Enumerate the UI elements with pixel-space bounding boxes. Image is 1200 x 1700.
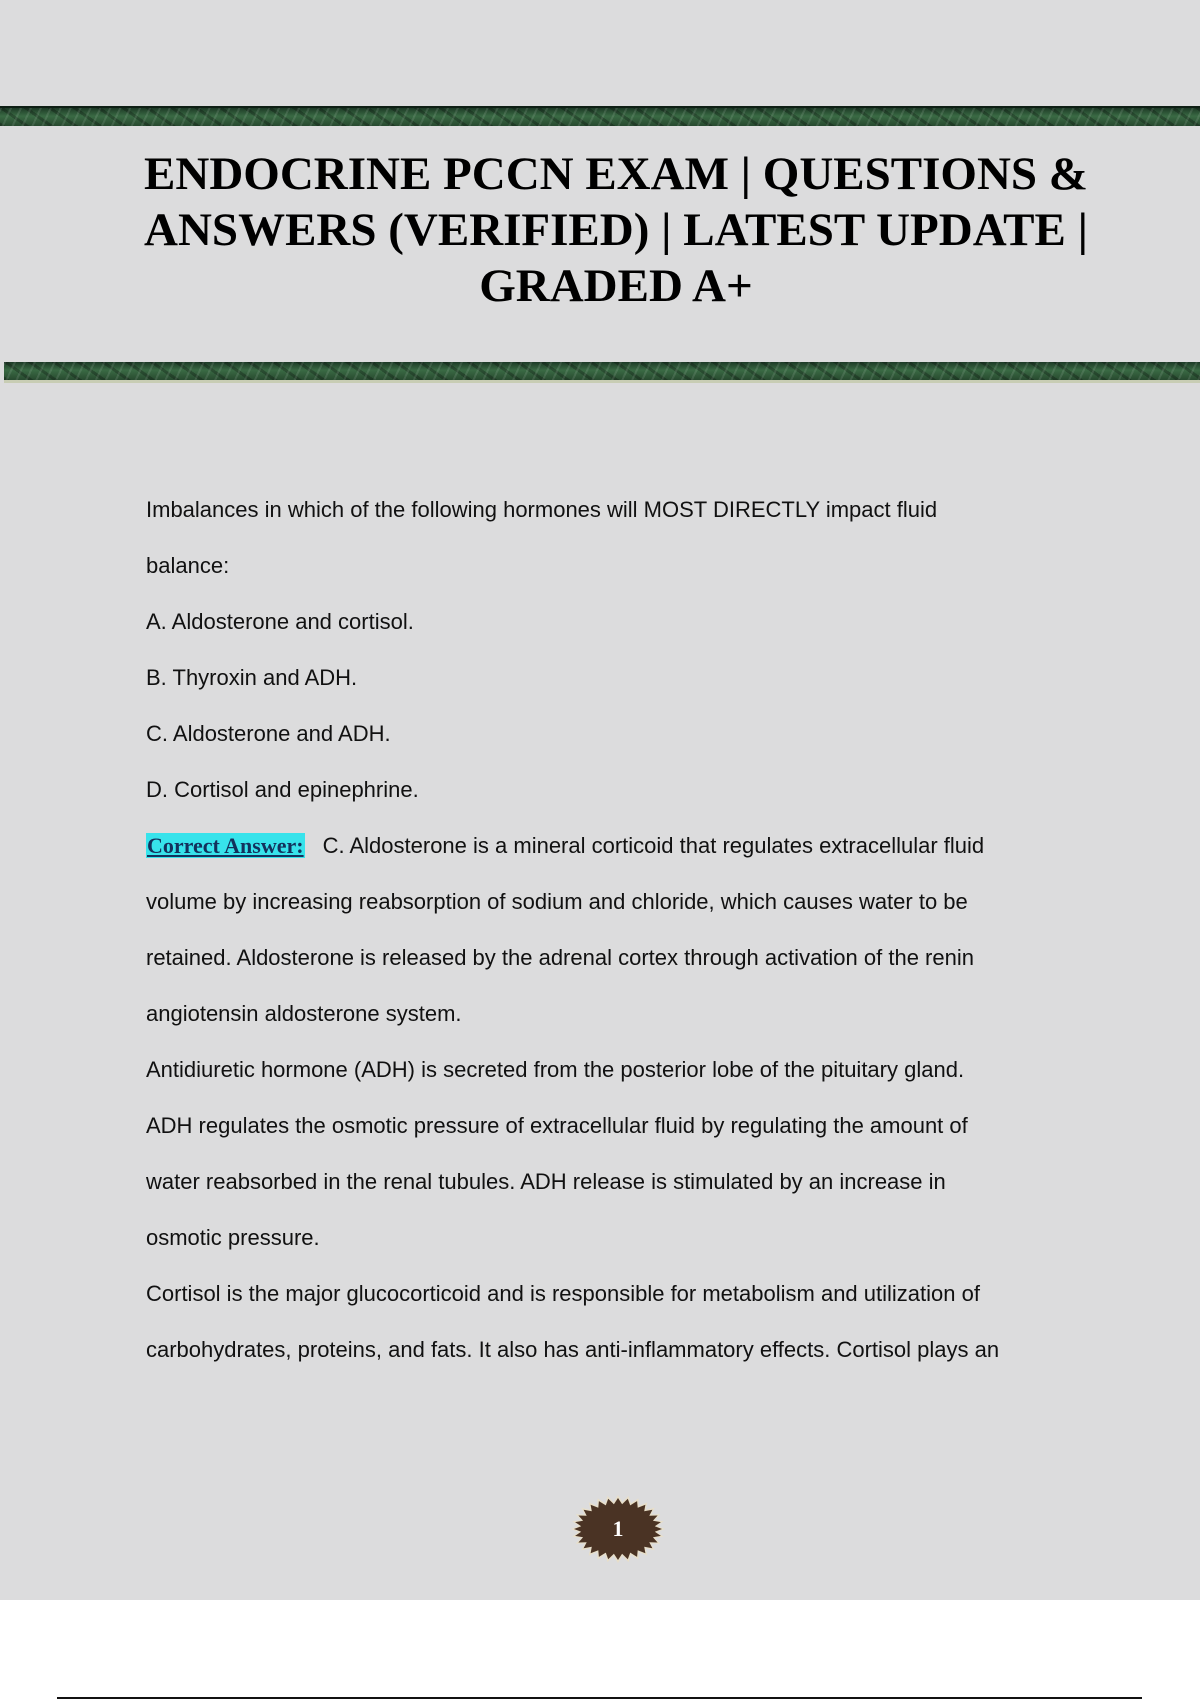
option-b: B. Thyroxin and ADH. [146, 665, 358, 690]
answer-line: Antidiuretic hormone (ADH) is secreted from the posterior lobe of the pituitary gland. [146, 1057, 965, 1082]
answer-line: osmotic pressure. [146, 1225, 320, 1250]
correct-answer-label: Correct Answer: [147, 833, 304, 858]
answer-line: volume by increasing reabsorption of sodium and chloride, which causes water to be [146, 889, 968, 914]
question-stem-line: balance: [146, 553, 230, 578]
answer-line: angiotensin aldosterone system. [146, 1001, 462, 1026]
page-number-badge [570, 1494, 666, 1564]
answer-first-line [146, 818, 1106, 874]
top-decorative-border [0, 106, 1200, 126]
answer-line: ADH regulates the osmotic pressure of extracellular fluid by regulating the amount of [146, 1113, 968, 1138]
document-title: ENDOCRINE PCCN EXAM | QUESTIONS & ANSWERS (VERIFIED) | LATEST UPDATE | GRADED A+ [144, 148, 1088, 312]
answer-first-line-text: C. Aldosterone is a mineral corticoid that regulates extracellular fluid [322, 833, 985, 858]
answer-line: water reabsorbed in the renal tubules. ADH release is stimulated by an increase in [146, 1169, 946, 1194]
answer-line: Cortisol is the major glucocorticoid and is responsible for metabolism and utilization of [146, 1281, 980, 1306]
option-c: C. Aldosterone and ADH. [146, 721, 391, 746]
bottom-decorative-border [4, 362, 1200, 383]
question-block [146, 482, 1106, 1378]
question-stem-line: Imbalances in which of the following hormones will MOST DIRECTLY impact fluid [146, 497, 938, 522]
answer-line: retained. Aldosterone is released by the adrenal cortex through activation of the renin [146, 945, 974, 970]
answer-line: carbohydrates, proteins, and fats. It also has anti-inflammatory effects. Cortisol plays an [146, 1337, 1000, 1362]
footer-rule [57, 1697, 1142, 1699]
option-d: D. Cortisol and epinephrine. [146, 777, 419, 802]
page-number: 1 [612, 1516, 624, 1541]
option-a: A. Aldosterone and cortisol. [146, 609, 414, 634]
